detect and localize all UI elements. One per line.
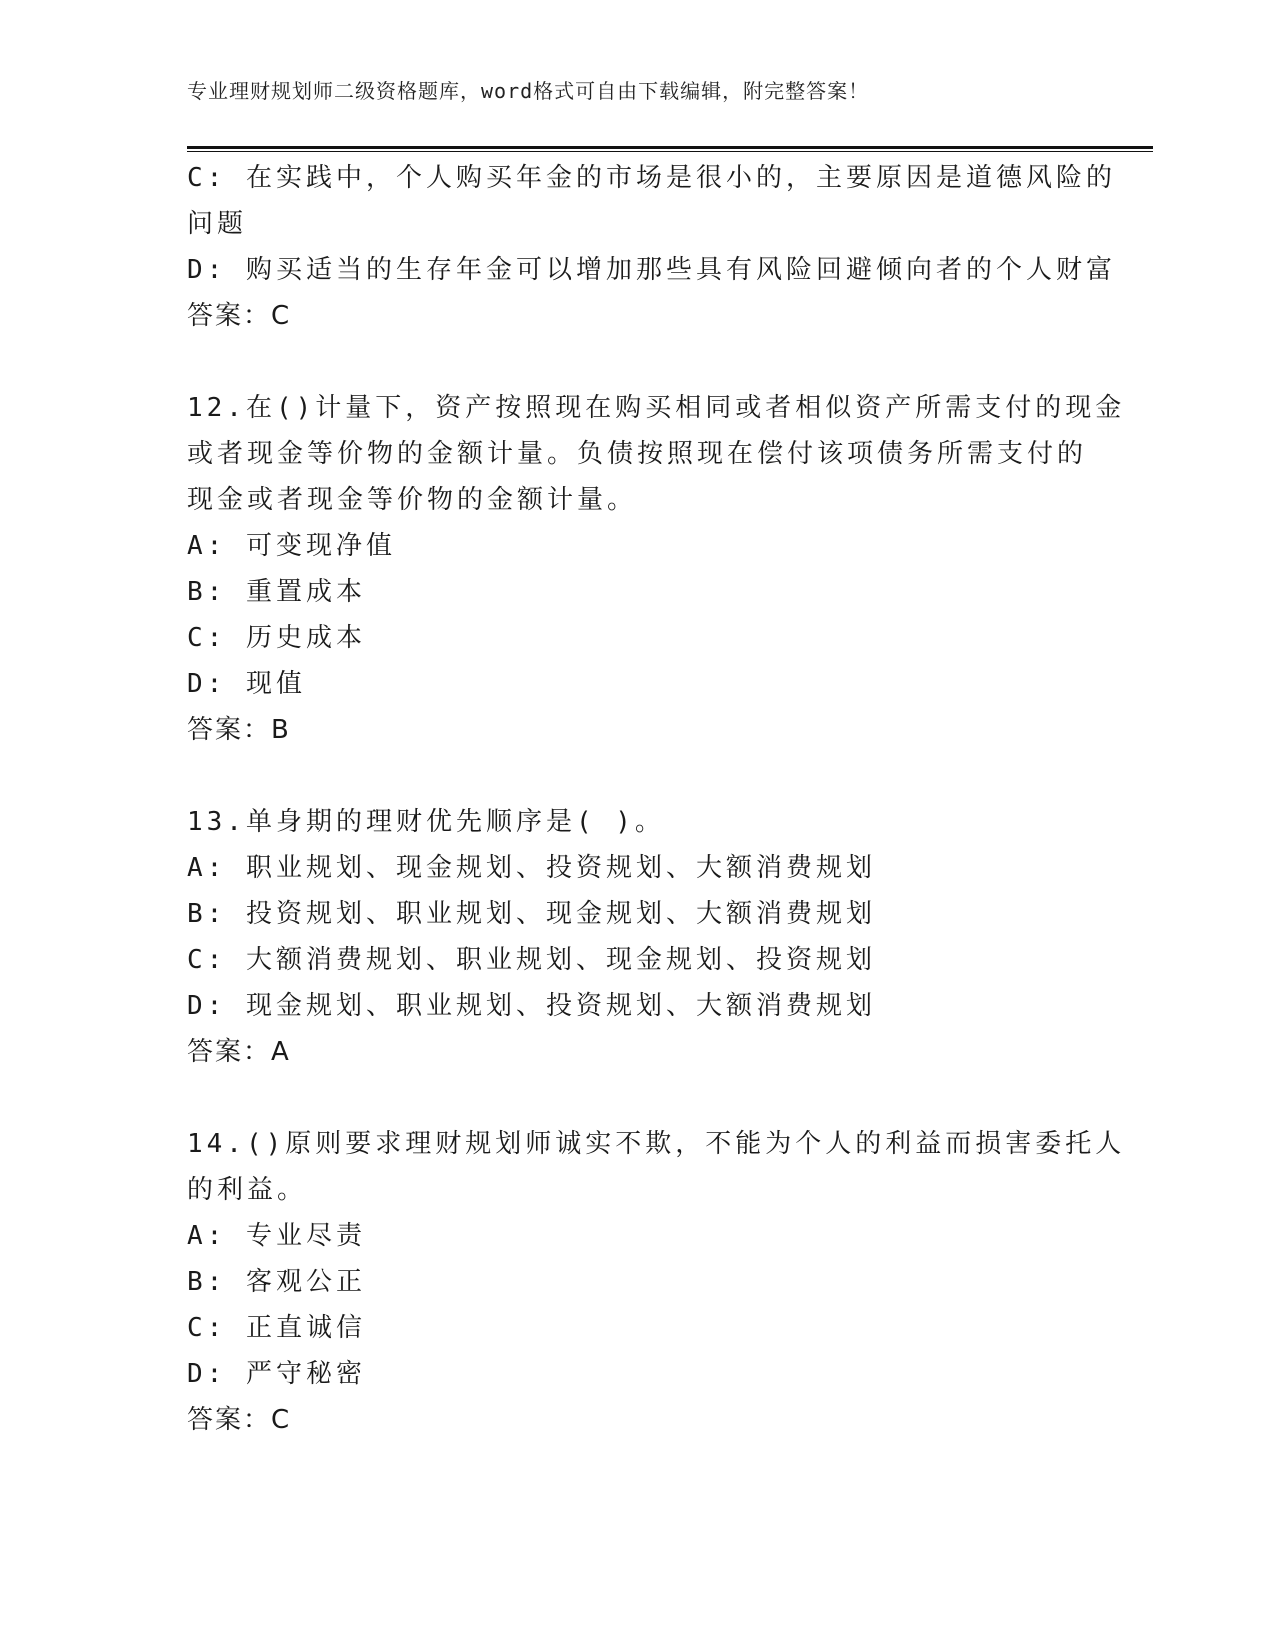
option-a: A: 职业规划、现金规划、投资规划、大额消费规划 xyxy=(187,853,876,883)
answer: 答案：B xyxy=(187,715,291,745)
option-c: C: 正直诚信 xyxy=(187,1313,366,1343)
option-b: B: 重置成本 xyxy=(187,577,366,607)
question-stem: 12.在()计量下，资产按照现在购买相同或者相似资产所需支付的现金 xyxy=(187,393,1126,423)
document-body xyxy=(187,155,1126,1443)
question-stem: 14.()原则要求理财规划师诚实不欺，不能为个人的利益而损害委托人 xyxy=(187,1129,1126,1159)
option-d: D: 现金规划、职业规划、投资规划、大额消费规划 xyxy=(187,991,876,1021)
question-14 xyxy=(187,1121,1126,1443)
option-c: C: 大额消费规划、职业规划、现金规划、投资规划 xyxy=(187,945,876,975)
option-b: B: 投资规划、职业规划、现金规划、大额消费规划 xyxy=(187,899,876,929)
option-c: C: 历史成本 xyxy=(187,623,366,653)
option-c-continued: 问题 xyxy=(187,209,248,239)
question-stem: 的利益。 xyxy=(187,1175,308,1205)
question-stem: 13.单身期的理财优先顺序是( )。 xyxy=(187,807,665,837)
page-header: 专业理财规划师二级资格题库，word格式可自由下载编辑，附完整答案！ xyxy=(187,79,870,103)
option-a: A: 可变现净值 xyxy=(187,531,396,561)
option-d: D: 购买适当的生存年金可以增加那些具有风险回避倾向者的个人财富 xyxy=(187,255,1116,285)
answer: 答案：C xyxy=(187,1405,292,1435)
question-stem: 现金或者现金等价物的金额计量。 xyxy=(187,485,638,515)
question-13 xyxy=(187,799,1087,1075)
option-d: D: 现值 xyxy=(187,669,306,699)
header-rule-thin xyxy=(187,151,1153,152)
spacer xyxy=(187,1075,1087,1121)
option-b: B: 客观公正 xyxy=(187,1267,366,1297)
option-d: D: 严守秘密 xyxy=(187,1359,366,1389)
header-rule-thick xyxy=(187,146,1153,149)
answer: 答案：A xyxy=(187,1037,291,1067)
question-12 xyxy=(187,385,1126,753)
question-11-partial xyxy=(187,155,1116,339)
question-stem: 或者现金等价物的金额计量。负债按照现在偿付该项债务所需支付的 xyxy=(187,439,1088,469)
spacer xyxy=(187,339,1087,385)
option-c: C: 在实践中，个人购买年金的市场是很小的，主要原因是道德风险的 xyxy=(187,163,1116,193)
option-a: A: 专业尽责 xyxy=(187,1221,366,1251)
answer: 答案：C xyxy=(187,301,292,331)
spacer xyxy=(187,753,1087,799)
